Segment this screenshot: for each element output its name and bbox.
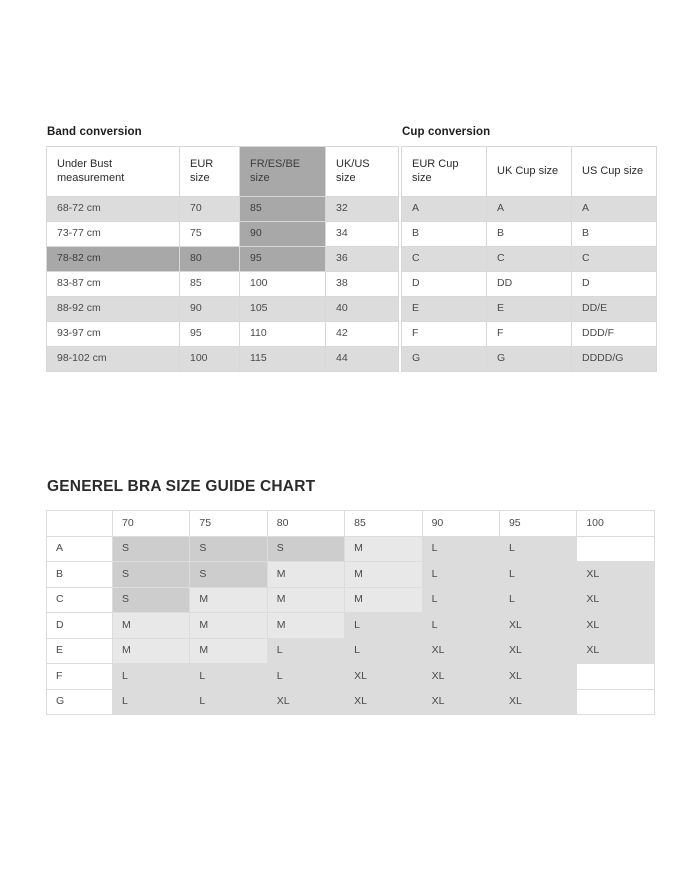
cup-cell: B [402,222,487,247]
guide-size-cell: XL [499,638,576,664]
band-column-header: EUR size [180,147,240,197]
cup-cell: B [487,222,572,247]
guide-cup-label: F [47,664,113,690]
cup-cell: E [402,297,487,322]
guide-band-header: 100 [577,511,654,537]
guide-size-cell: L [422,536,499,562]
guide-size-cell [577,689,654,715]
guide-size-cell: XL [499,664,576,690]
guide-size-cell [577,664,654,690]
band-cell: 44 [326,347,399,372]
conversion-panels [0,126,700,372]
band-header-row [47,147,399,197]
table-row [402,222,657,247]
cup-column-header: EUR Cup size [402,147,487,197]
guide-size-cell: M [267,562,344,588]
guide-size-cell [577,536,654,562]
band-cell: 78-82 cm [47,247,180,272]
table-row [47,297,399,322]
table-row [47,222,399,247]
band-cell: 100 [180,347,240,372]
cup-cell: D [572,272,657,297]
band-cell: 110 [240,322,326,347]
band-cell: 75 [180,222,240,247]
band-cell: 38 [326,272,399,297]
guide-size-cell: L [422,587,499,613]
cup-table-body [402,197,657,372]
guide-header-row [47,511,655,537]
guide-size-cell: XL [577,562,654,588]
guide-size-cell: XL [267,689,344,715]
band-column-header: Under Bust measurement [47,147,180,197]
guide-size-cell: XL [499,613,576,639]
table-row [47,247,399,272]
band-conversion-table [46,146,399,372]
guide-size-cell: L [499,587,576,613]
cup-cell: E [487,297,572,322]
guide-size-cell: L [499,536,576,562]
guide-size-cell: L [113,689,190,715]
band-cell: 73-77 cm [47,222,180,247]
guide-cup-label: C [47,587,113,613]
cup-conversion-panel [401,126,657,372]
guide-size-cell: XL [577,587,654,613]
guide-size-cell: M [267,613,344,639]
table-row [47,347,399,372]
guide-size-cell: S [113,536,190,562]
table-row [47,562,655,588]
band-column-header: UK/US size [326,147,399,197]
guide-size-cell: L [267,664,344,690]
guide-size-cell: XL [422,638,499,664]
guide-size-cell: M [190,638,267,664]
table-row [402,322,657,347]
cup-cell: G [487,347,572,372]
guide-band-header: 75 [190,511,267,537]
page-title: GENEREL BRA SIZE GUIDE CHART [47,478,316,495]
conversion-tables-section [0,126,700,372]
cup-header-row [402,147,657,197]
band-conversion-label: Band conversion [47,126,142,138]
guide-size-cell: M [267,587,344,613]
guide-size-cell: M [345,562,422,588]
guide-size-cell: L [190,664,267,690]
band-cell: 90 [240,222,326,247]
band-conversion-panel [46,126,398,372]
band-table-body [47,197,399,372]
guide-size-cell: XL [422,664,499,690]
cup-cell: C [572,247,657,272]
cup-cell: D [402,272,487,297]
band-cell: 70 [180,197,240,222]
guide-cup-label: G [47,689,113,715]
guide-cup-label: B [47,562,113,588]
band-cell: 42 [326,322,399,347]
guide-size-cell: XL [422,689,499,715]
guide-size-cell: L [345,638,422,664]
guide-size-cell: L [267,638,344,664]
guide-band-header: 85 [345,511,422,537]
band-cell: 115 [240,347,326,372]
guide-size-cell: S [113,562,190,588]
guide-corner-cell [47,511,113,537]
cup-cell: G [402,347,487,372]
table-row [402,197,657,222]
cup-cell: F [402,322,487,347]
guide-cup-label: D [47,613,113,639]
cup-cell: B [572,222,657,247]
band-cell: 83-87 cm [47,272,180,297]
guide-size-cell: L [422,562,499,588]
guide-size-cell: XL [345,664,422,690]
guide-size-cell: XL [499,689,576,715]
cup-column-header: US Cup size [572,147,657,197]
guide-cup-label: A [47,536,113,562]
band-cell: 68-72 cm [47,197,180,222]
band-cell: 36 [326,247,399,272]
bra-size-guide-table [46,510,655,715]
guide-size-cell: M [190,613,267,639]
cup-cell: F [487,322,572,347]
cup-cell: C [402,247,487,272]
guide-size-cell: L [422,613,499,639]
table-row [47,613,655,639]
guide-size-cell: XL [345,689,422,715]
band-cell: 85 [180,272,240,297]
cup-column-header: UK Cup size [487,147,572,197]
band-cell: 40 [326,297,399,322]
guide-band-header: 90 [422,511,499,537]
guide-size-cell: M [345,536,422,562]
band-cell: 34 [326,222,399,247]
cup-conversion-label: Cup conversion [402,126,491,138]
general-bra-size-guide-section [46,478,654,715]
band-cell: 105 [240,297,326,322]
band-cell: 100 [240,272,326,297]
band-cell: 93-97 cm [47,322,180,347]
guide-size-cell: S [190,536,267,562]
guide-size-cell: S [190,562,267,588]
table-row [47,272,399,297]
cup-cell: DDD/F [572,322,657,347]
cup-cell: A [402,197,487,222]
guide-size-cell: M [113,613,190,639]
band-cell: 80 [180,247,240,272]
table-row [47,587,655,613]
band-cell: 90 [180,297,240,322]
band-cell: 95 [240,247,326,272]
cup-cell: A [572,197,657,222]
guide-band-header: 80 [267,511,344,537]
guide-size-cell: M [190,587,267,613]
guide-size-cell: L [190,689,267,715]
table-row [402,272,657,297]
guide-size-cell: L [345,613,422,639]
guide-size-cell: L [499,562,576,588]
guide-size-cell: M [345,587,422,613]
guide-table-body [47,536,655,715]
cup-cell: DDDD/G [572,347,657,372]
guide-band-header: 95 [499,511,576,537]
table-row [402,347,657,372]
guide-band-header: 70 [113,511,190,537]
cup-cell: A [487,197,572,222]
band-cell: 88-92 cm [47,297,180,322]
table-row [47,638,655,664]
band-cell: 32 [326,197,399,222]
table-row [402,247,657,272]
table-row [47,536,655,562]
guide-cup-label: E [47,638,113,664]
guide-size-cell: L [113,664,190,690]
band-cell: 85 [240,197,326,222]
table-row [47,197,399,222]
band-cell: 95 [180,322,240,347]
cup-cell: DD/E [572,297,657,322]
guide-size-cell: M [113,638,190,664]
cup-conversion-table [401,146,657,372]
guide-size-cell: XL [577,638,654,664]
cup-cell: C [487,247,572,272]
cup-cell: DD [487,272,572,297]
band-column-header: FR/ES/BE size [240,147,326,197]
guide-size-cell: S [267,536,344,562]
guide-size-cell: S [113,587,190,613]
table-row [47,689,655,715]
table-row [402,297,657,322]
band-cell: 98-102 cm [47,347,180,372]
table-row [47,322,399,347]
table-row [47,664,655,690]
guide-size-cell: XL [577,613,654,639]
